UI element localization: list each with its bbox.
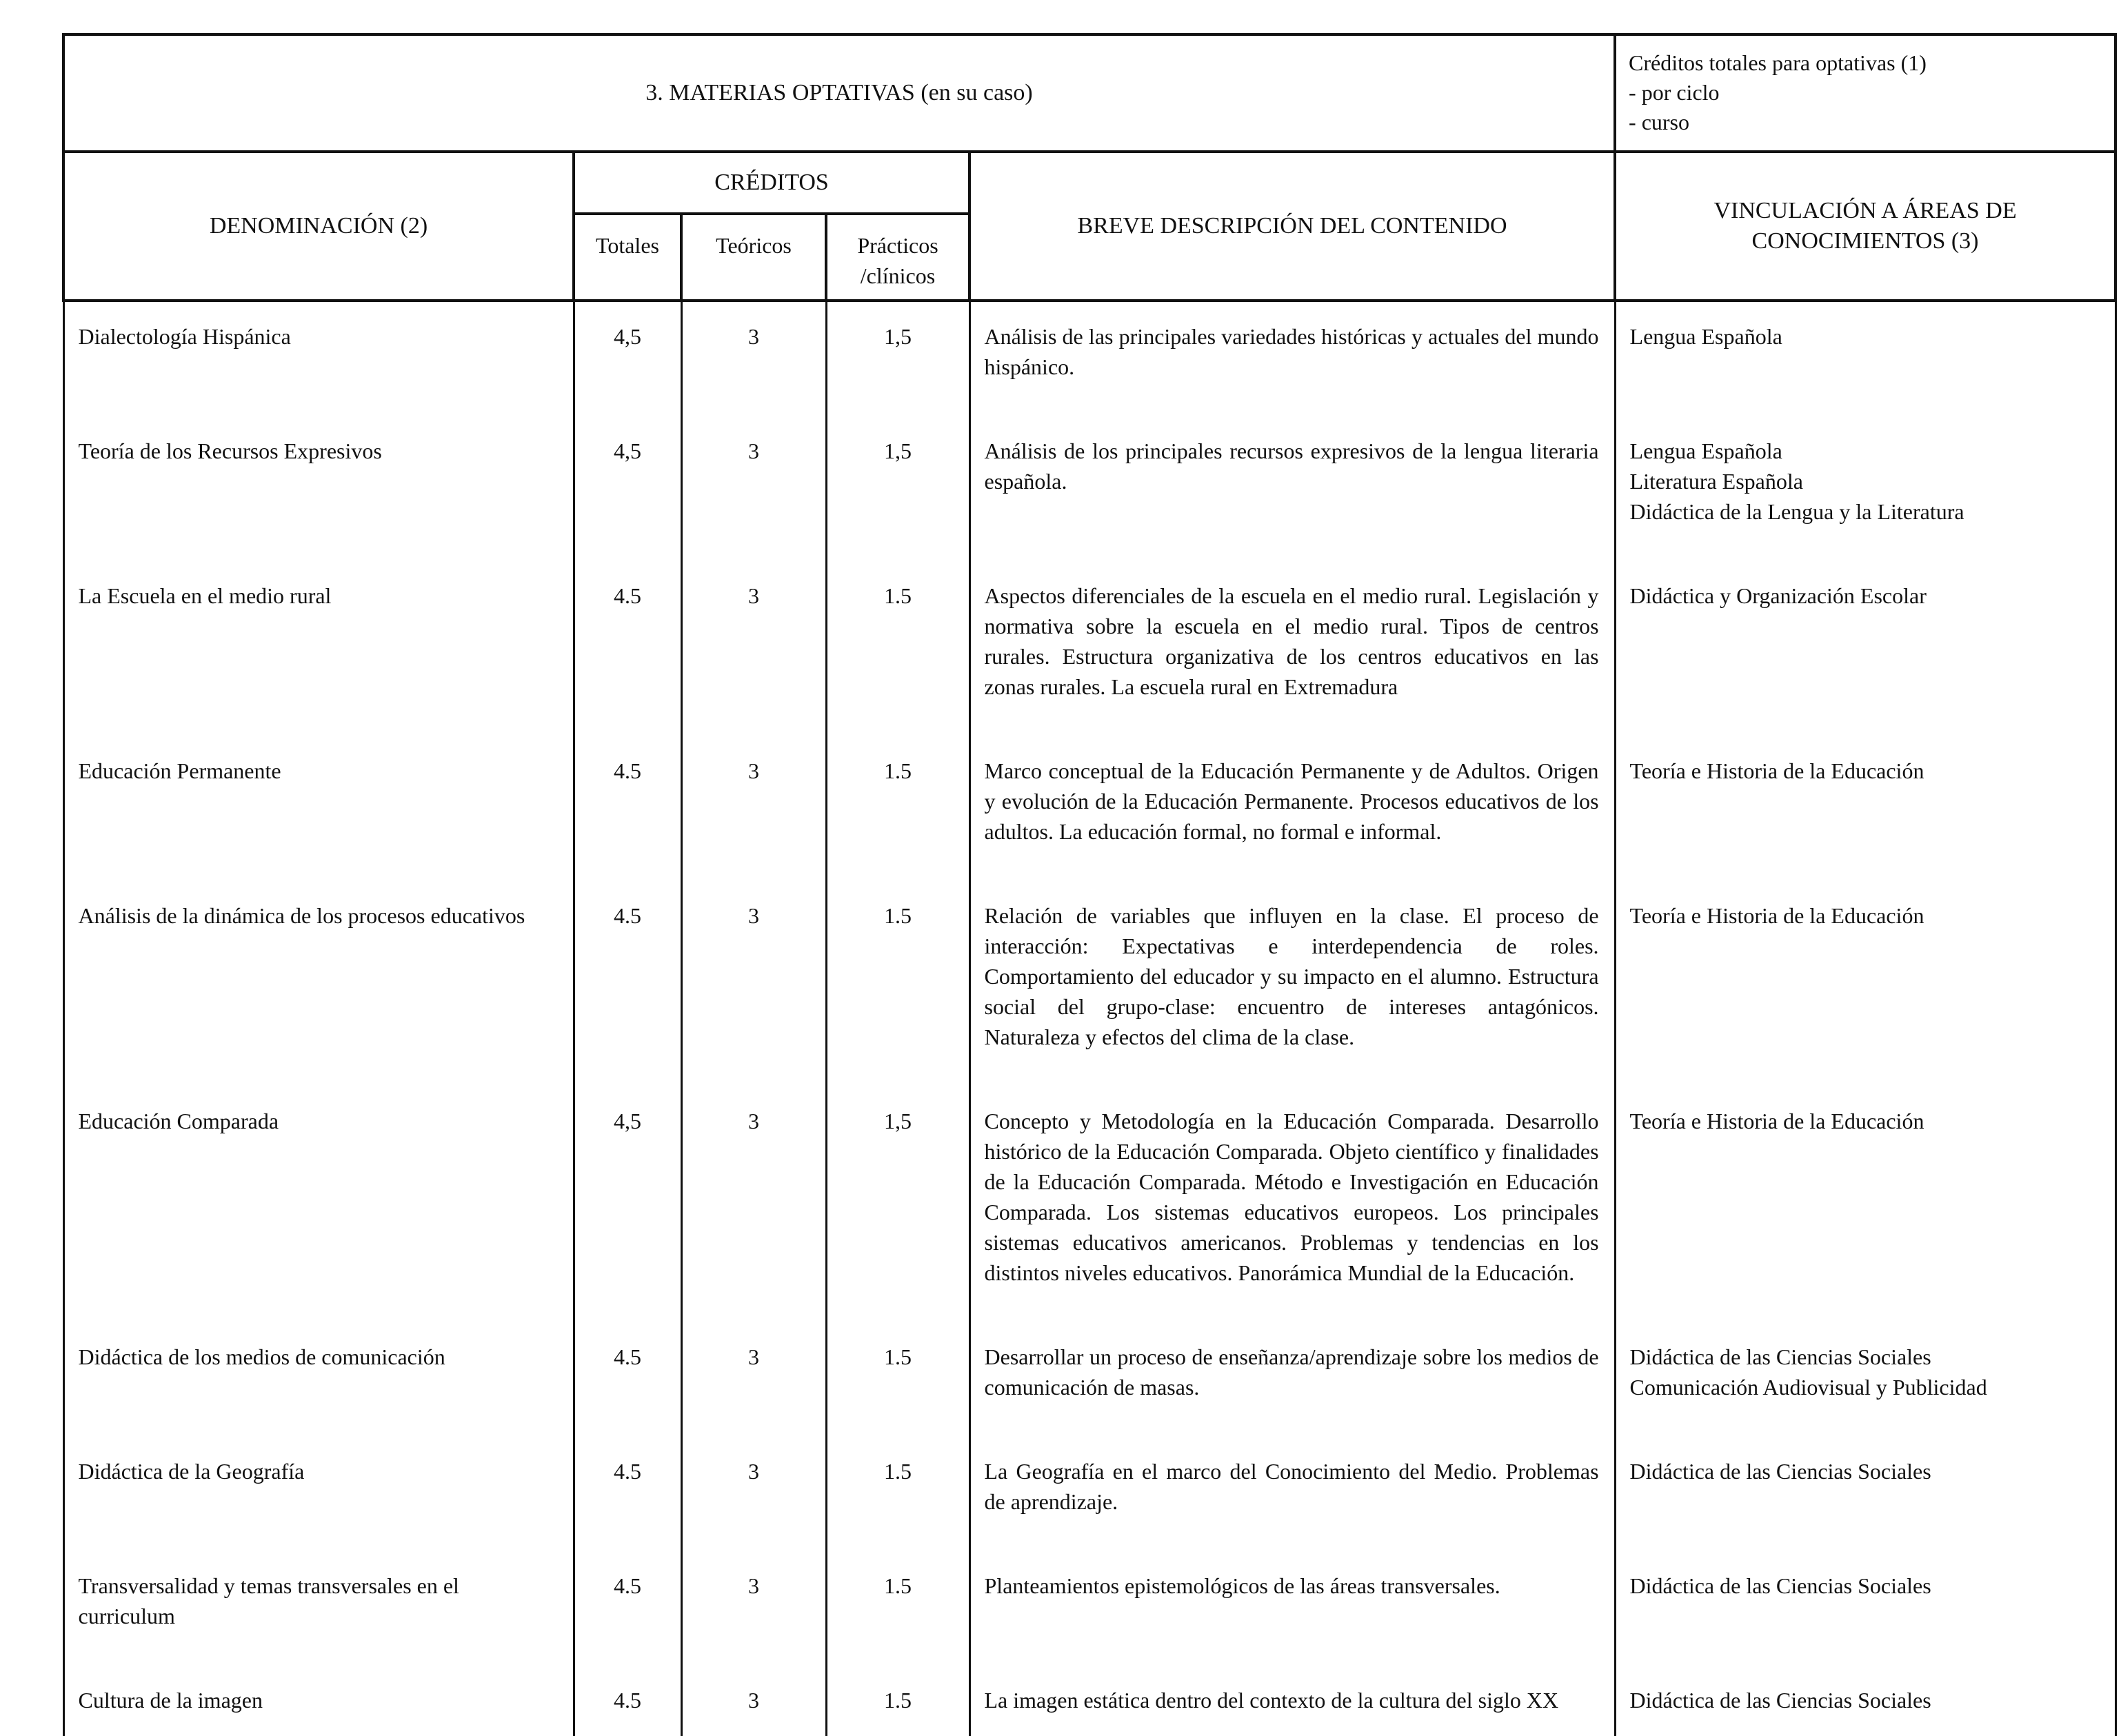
vinculacion-header-text: VINCULACIÓN A ÁREAS DE CONOCIMIENTOS (3)	[1713, 198, 2017, 254]
row-creditos-practicos: 1.5	[826, 1437, 969, 1551]
row-vinculacion-areas	[1615, 1666, 2115, 1736]
col-practicos-header	[826, 214, 969, 301]
area-conocimiento: Didáctica de la Lengua y la Literatura	[1629, 499, 1964, 524]
col-creditos-header: CRÉDITOS	[574, 152, 969, 214]
row-creditos-totales: 4.5	[574, 1322, 681, 1437]
row-creditos-practicos: 1.5	[826, 881, 969, 1087]
table-row	[63, 561, 2115, 736]
area-conocimiento: Didáctica de las Ciencias Sociales	[1629, 1344, 1931, 1369]
row-denominacion: Cultura de la imagen	[63, 1666, 574, 1736]
area-conocimiento: Didáctica de las Ciencias Sociales	[1629, 1459, 1931, 1484]
row-descripcion: Planteamientos epistemológicos de las áreas transversales.	[969, 1551, 1615, 1666]
row-denominacion: Transversalidad y temas transversales en el curriculum	[63, 1551, 574, 1666]
row-vinculacion-areas	[1615, 1551, 2115, 1666]
area-conocimiento: Teoría e Historia de la Educación	[1629, 1109, 1924, 1133]
area-conocimiento: Lengua Española	[1629, 438, 1782, 463]
row-creditos-teoricos: 3	[681, 561, 826, 736]
optativas-line: - curso	[1629, 110, 1689, 134]
section-title: 3. MATERIAS OPTATIVAS (en su caso)	[63, 34, 1615, 152]
table-row	[63, 1322, 2115, 1437]
row-denominacion: Didáctica de la Geografía	[63, 1437, 574, 1551]
materias-optativas-table	[62, 33, 2117, 1736]
row-vinculacion-areas	[1615, 416, 2115, 561]
table-row	[63, 301, 2115, 416]
row-descripcion: Relación de variables que influyen en la clase. El proceso de interacción: Expectativas e interdependencia de roles. Comportamiento del educador y su impacto en el alumno. Estructura social del grupo-clase: encuentro de intereses antagónicos. Naturaleza y efectos del clima de la clase.	[969, 881, 1615, 1087]
creditos-optativas-note	[1615, 34, 2115, 152]
area-conocimiento: Didáctica y Organización Escolar	[1629, 583, 1927, 608]
col-vinculacion-header	[1615, 152, 2115, 301]
row-creditos-teoricos: 3	[681, 881, 826, 1087]
area-conocimiento: Didáctica de las Ciencias Sociales	[1629, 1573, 1931, 1598]
row-creditos-practicos: 1,5	[826, 1087, 969, 1322]
row-creditos-teoricos: 3	[681, 1551, 826, 1666]
row-creditos-teoricos: 3	[681, 416, 826, 561]
row-vinculacion-areas	[1615, 561, 2115, 736]
col-denominacion-header: DENOMINACIÓN (2)	[63, 152, 574, 301]
col-totales-header: Totales	[574, 214, 681, 301]
area-conocimiento: Lengua Española	[1629, 324, 1782, 349]
row-creditos-practicos: 1.5	[826, 561, 969, 736]
row-descripcion: Desarrollar un proceso de enseñanza/aprendizaje sobre los medios de comunicación de masas.	[969, 1322, 1615, 1437]
row-creditos-teoricos: 3	[681, 736, 826, 881]
area-conocimiento: Teoría e Historia de la Educación	[1629, 903, 1924, 928]
row-vinculacion-areas	[1615, 301, 2115, 416]
row-descripcion: La imagen estática dentro del contexto de la cultura del siglo XX	[969, 1666, 1615, 1736]
row-denominacion: Teoría de los Recursos Expresivos	[63, 416, 574, 561]
row-vinculacion-areas	[1615, 1322, 2115, 1437]
row-creditos-totales: 4.5	[574, 1551, 681, 1666]
row-creditos-teoricos: 3	[681, 1087, 826, 1322]
table-row	[63, 736, 2115, 881]
row-vinculacion-areas	[1615, 1437, 2115, 1551]
row-creditos-totales: 4,5	[574, 416, 681, 561]
row-descripcion: Análisis de las principales variedades históricas y actuales del mundo hispánico.	[969, 301, 1615, 416]
row-descripcion: Análisis de los principales recursos expresivos de la lengua literaria española.	[969, 416, 1615, 561]
row-creditos-teoricos: 3	[681, 1322, 826, 1437]
row-vinculacion-areas	[1615, 881, 2115, 1087]
row-creditos-totales: 4.5	[574, 881, 681, 1087]
area-conocimiento: Didáctica de las Ciencias Sociales	[1629, 1688, 1931, 1713]
row-creditos-totales: 4.5	[574, 736, 681, 881]
row-denominacion: La Escuela en el medio rural	[63, 561, 574, 736]
area-conocimiento: Comunicación Audiovisual y Publicidad	[1629, 1375, 1987, 1400]
row-creditos-totales: 4,5	[574, 301, 681, 416]
row-denominacion: Didáctica de los medios de comunicación	[63, 1322, 574, 1437]
row-creditos-practicos: 1,5	[826, 416, 969, 561]
row-descripcion: Concepto y Metodología en la Educación Comparada. Desarrollo histórico de la Educación Comparada. Objeto científico y finalidades de la Educación Comparada. Método e Investigación en Educación Comparada. Los sistemas educativos europeos. Los principales sistemas educativos americanos. Problemas y tendencias en los distintos niveles educativos. Panorámica Mundial de la Educación.	[969, 1087, 1615, 1322]
row-creditos-practicos: 1.5	[826, 1666, 969, 1736]
row-denominacion: Educación Permanente	[63, 736, 574, 881]
optativas-line: Créditos totales para optativas (1)	[1629, 50, 1927, 75]
table-row	[63, 1437, 2115, 1551]
area-conocimiento: Teoría e Historia de la Educación	[1629, 758, 1924, 783]
row-vinculacion-areas	[1615, 736, 2115, 881]
col-teoricos-header: Teóricos	[681, 214, 826, 301]
row-creditos-practicos: 1.5	[826, 736, 969, 881]
row-vinculacion-areas	[1615, 1087, 2115, 1322]
row-denominacion: Análisis de la dinámica de los procesos educativos	[63, 881, 574, 1087]
row-creditos-teoricos: 3	[681, 1666, 826, 1736]
table-row	[63, 1087, 2115, 1322]
area-conocimiento: Literatura Española	[1629, 469, 1803, 494]
row-creditos-practicos: 1.5	[826, 1551, 969, 1666]
row-descripcion: Marco conceptual de la Educación Permanente y de Adultos. Origen y evolución de la Educación Permanente. Procesos educativos de los adultos. La educación formal, no formal e informal.	[969, 736, 1615, 881]
row-creditos-practicos: 1.5	[826, 1322, 969, 1437]
table-body	[63, 301, 2115, 1736]
table-row	[63, 1551, 2115, 1666]
optativas-line: - por ciclo	[1629, 80, 1720, 105]
row-creditos-totales: 4.5	[574, 1437, 681, 1551]
row-creditos-totales: 4.5	[574, 1666, 681, 1736]
row-creditos-teoricos: 3	[681, 1437, 826, 1551]
table-row	[63, 1666, 2115, 1736]
row-creditos-practicos: 1,5	[826, 301, 969, 416]
row-descripcion: Aspectos diferenciales de la escuela en el medio rural. Legislación y normativa sobre la escuela en el medio rural. Tipos de centros rurales. Estructura organizativa de los centros educativos en las zonas rurales. La escuela rural en Extremadura	[969, 561, 1615, 736]
col-descripcion-header: BREVE DESCRIPCIÓN DEL CONTENIDO	[969, 152, 1615, 301]
row-creditos-totales: 4.5	[574, 561, 681, 736]
row-denominacion: Dialectología Hispánica	[63, 301, 574, 416]
row-descripcion: La Geografía en el marco del Conocimiento del Medio. Problemas de aprendizaje.	[969, 1437, 1615, 1551]
row-creditos-totales: 4,5	[574, 1087, 681, 1322]
row-creditos-teoricos: 3	[681, 301, 826, 416]
row-denominacion: Educación Comparada	[63, 1087, 574, 1322]
practicos-header-text: Prácticos /clínicos	[857, 233, 938, 288]
table-row	[63, 881, 2115, 1087]
table-row	[63, 416, 2115, 561]
document-page	[62, 33, 2117, 1736]
